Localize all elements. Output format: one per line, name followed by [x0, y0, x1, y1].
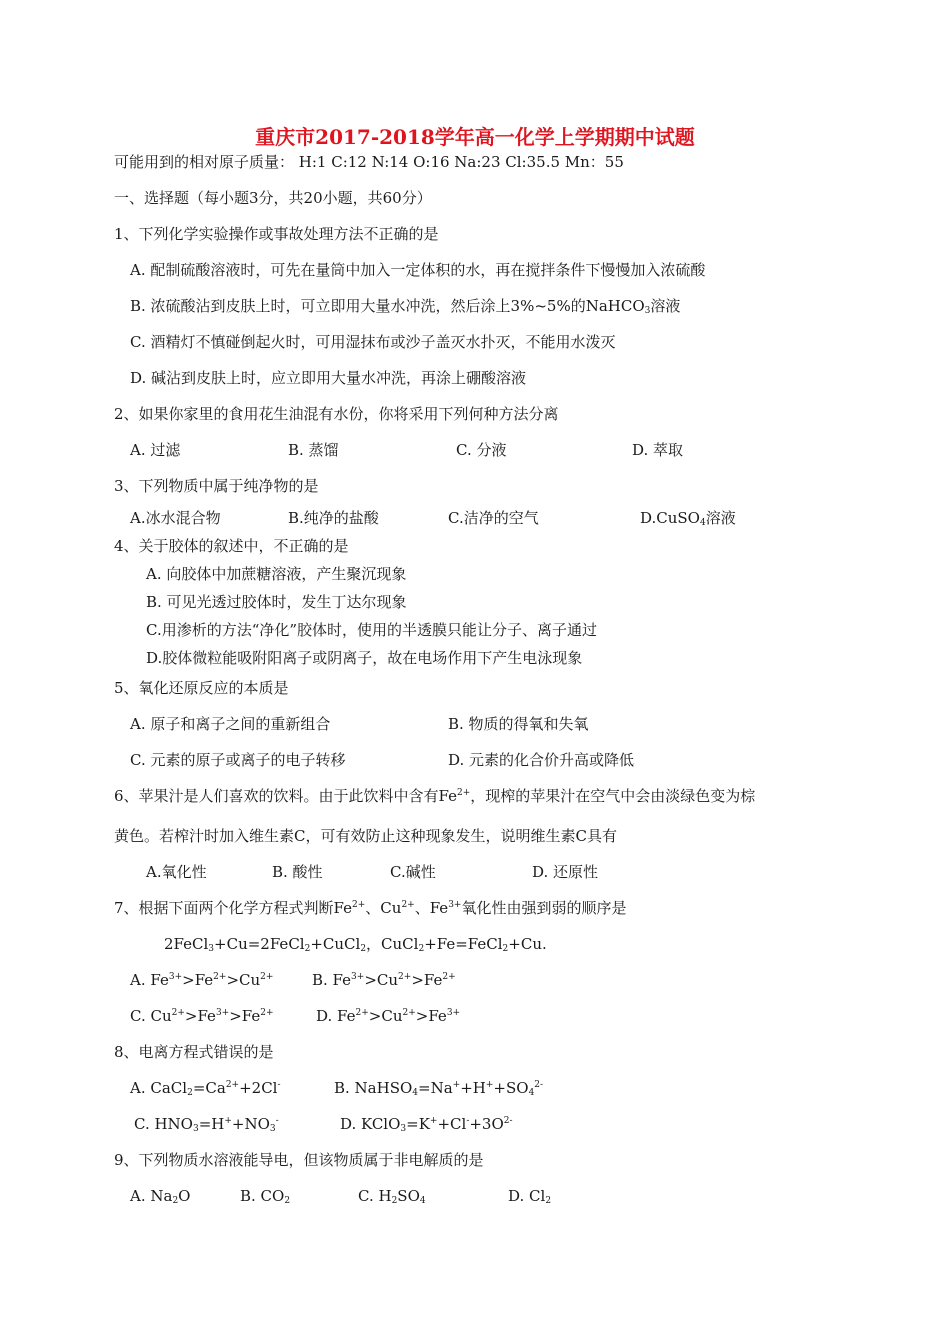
- section-heading: 一、选择题（每小题3分，共20小题，共60分）: [114, 189, 432, 207]
- question-7-option-b: B. $Fe^{3+}>Cu^{2+}>Fe^{2+}$: [312, 971, 456, 989]
- question-9-option-a: A. $Na_2O$: [130, 1187, 191, 1206]
- question-5-stem: 5、氧化还原反应的本质是: [114, 679, 289, 697]
- question-3-option-d: D.CuSO$_4$溶液: [640, 509, 736, 528]
- question-7-option-d: D. $Fe^{2+}>Cu^{2+}>Fe^{3+}$: [316, 1007, 461, 1025]
- question-9-stem: 9、下列物质水溶液能导电，但该物质属于非电解质的是: [114, 1151, 484, 1169]
- question-1-option-c: C. 酒精灯不慎碰倒起火时，可用湿抹布或沙子盖灭水扑灭，不能用水泼灭: [130, 333, 616, 351]
- question-1-option-a: A. 配制硫酸溶液时，可先在量筒中加入一定体积的水，再在搅拌条件下慢慢加入浓硫酸: [130, 261, 706, 279]
- question-7-option-c: C. $Cu^{2+}>Fe^{3+}>Fe^{2+}$: [130, 1007, 274, 1025]
- question-3-option-b: B.纯净的盐酸: [288, 509, 379, 527]
- question-7-stem: 7、根据下面两个化学方程式判断$Fe^{2+}$、$Cu^{2+}$、$Fe^{3+}$氧化性由强到弱的顺序是: [114, 899, 627, 917]
- question-4-option-a: A. 向胶体中加蔗糖溶液，产生聚沉现象: [146, 565, 407, 583]
- question-3-stem: 3、下列物质中属于纯净物的是: [114, 477, 319, 495]
- question-4-option-b: B. 可见光透过胶体时，发生丁达尔现象: [146, 593, 407, 611]
- question-2-option-c: C. 分液: [456, 441, 507, 459]
- question-8-stem: 8、电离方程式错误的是: [114, 1043, 274, 1061]
- page-title: 重庆市2017-2018学年高一化学上学期期中试题: [255, 125, 695, 149]
- question-8-option-a: A. $CaCl_2=Ca^{2+}+2Cl^-$: [130, 1079, 281, 1098]
- question-1-option-d: D. 碱沾到皮肤上时，应立即用大量水冲洗，再涂上硼酸溶液: [130, 369, 527, 387]
- question-6-stem-line-1: 6、苹果汁是人们喜欢的饮料。由于此饮料中含有$Fe^{2+}$，现榨的苹果汁在空气中会由淡绿色变为棕: [114, 787, 756, 805]
- question-8-option-d: D. $KClO_3=K^++Cl^-+3O^{2-}$: [340, 1115, 513, 1134]
- question-8-option-b: B. $NaHSO_4=Na^++H^++SO_4^{2-}$: [334, 1079, 544, 1098]
- question-9-option-c: C. $H_2SO_4$: [358, 1187, 426, 1206]
- question-5-option-b: B. 物质的得氧和失氧: [448, 715, 589, 733]
- question-1-stem: 1、下列化学实验操作或事故处理方法不正确的是: [114, 225, 439, 243]
- question-1-option-b: B. 浓硫酸沾到皮肤上时，可立即用大量水冲洗，然后涂上3%~5%的NaHCO$_3$溶液: [130, 297, 681, 316]
- question-6-option-a: A.氧化性: [146, 863, 207, 881]
- question-5-option-c: C. 元素的原子或离子的电子转移: [130, 751, 346, 769]
- question-4-option-d: D.胶体微粒能吸附阳离子或阴离子，故在电场作用下产生电泳现象: [146, 649, 583, 667]
- question-9-option-d: D. $Cl_2$: [508, 1187, 552, 1206]
- question-5-option-d: D. 元素的化合价升高或降低: [448, 751, 635, 769]
- question-2-option-b: B. 蒸馏: [288, 441, 339, 459]
- question-6-stem-line-2: 黄色。若榨汁时加入维生素C，可有效防止这种现象发生，说明维生素C具有: [114, 827, 617, 845]
- question-8-option-c: C. $HNO_3=H^++NO_3^-$: [134, 1115, 279, 1134]
- question-7-equations: 2FeCl$_3$+Cu=2FeCl$_2$+CuCl$_2$，CuCl$_2$+Fe=FeCl$_2$+Cu.: [164, 935, 547, 954]
- atomic-masses-line: 可能用到的相对原子质量： H:1 C:12 N:14 O:16 Na:23 Cl:35.5 Mn：55: [114, 153, 624, 171]
- question-4-stem: 4、关于胶体的叙述中，不正确的是: [114, 537, 349, 555]
- question-3-option-c: C.洁净的空气: [448, 509, 539, 527]
- question-6-option-b: B. 酸性: [272, 863, 323, 881]
- question-2-stem: 2、如果你家里的食用花生油混有水份，你将采用下列何种方法分离: [114, 405, 559, 423]
- question-6-option-c: C.碱性: [390, 863, 436, 881]
- question-3-option-a: A.冰水混合物: [130, 509, 221, 527]
- question-5-option-a: A. 原子和离子之间的重新组合: [130, 715, 331, 733]
- question-7-option-a: A. $Fe^{3+}>Fe^{2+}>Cu^{2+}$: [130, 971, 274, 989]
- question-4-option-c: C.用渗析的方法“净化”胶体时，使用的半透膜只能让分子、离子通过: [146, 621, 598, 639]
- question-2-option-d: D. 萃取: [632, 441, 684, 459]
- question-6-option-d: D. 还原性: [532, 863, 599, 881]
- question-2-option-a: A. 过滤: [130, 441, 181, 459]
- question-9-option-b: B. $CO_2$: [240, 1187, 291, 1206]
